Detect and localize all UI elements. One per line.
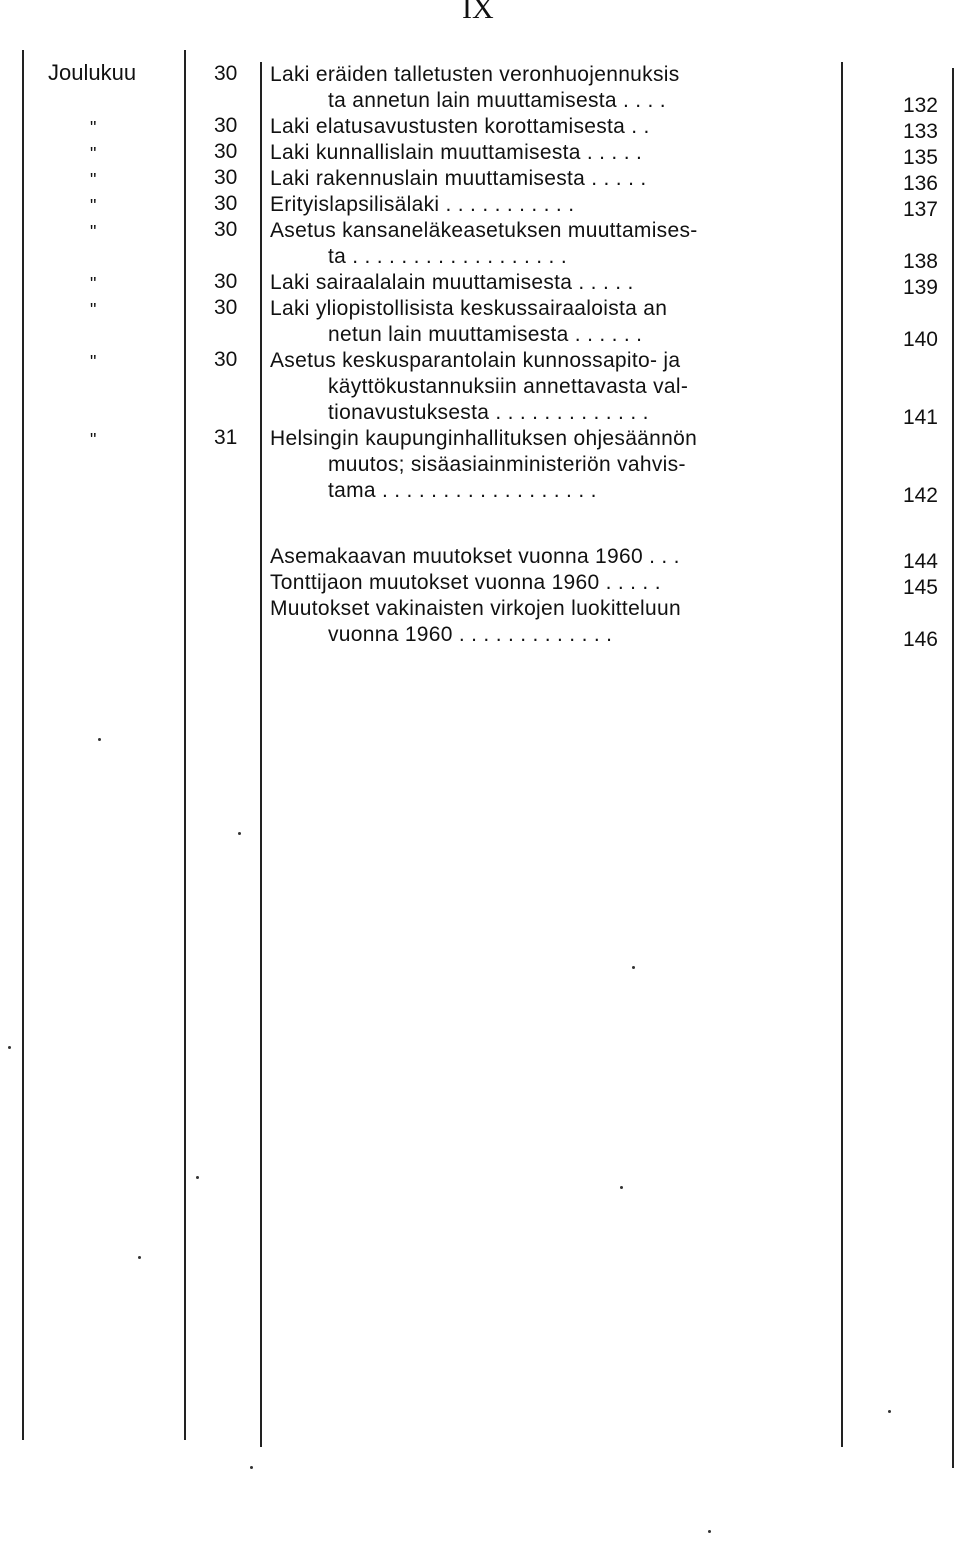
entry-title-line: netun lain muuttamisesta . . . . . . <box>328 323 643 346</box>
entry-title <box>270 270 830 296</box>
ditto-mark: " <box>90 196 97 216</box>
entry-title-line: Muutokset vakinaisten virkojen luokitteluun <box>270 597 681 620</box>
entry-page-number: 140 <box>902 328 938 351</box>
entry-page-number: 146 <box>902 628 938 651</box>
scan-speck <box>632 966 635 969</box>
entry-title-line: Laki rakennuslain muuttamisesta . . . . . <box>270 167 647 190</box>
entry-title <box>270 544 830 570</box>
scan-speck <box>250 1466 253 1469</box>
entry-page-number: 145 <box>902 576 938 599</box>
entry-title <box>270 296 830 348</box>
entry-day: 30 <box>214 140 238 163</box>
entry-day: 30 <box>214 348 238 371</box>
scan-speck <box>888 1410 891 1413</box>
scan-speck <box>620 1186 623 1189</box>
entry-title-line: Laki sairaalalain muuttamisesta . . . . . <box>270 271 634 294</box>
entry-title-line: Laki yliopistollisista keskussairaaloista an <box>270 297 668 320</box>
entry-title <box>270 570 830 596</box>
entry-title <box>270 166 830 192</box>
entry-day: 30 <box>214 114 238 137</box>
entry-day: 30 <box>214 296 238 319</box>
entry-title <box>270 596 830 648</box>
scan-speck <box>98 738 101 741</box>
entry-page-number: 141 <box>902 406 938 429</box>
entry-page-number: 139 <box>902 276 938 299</box>
ditto-mark: " <box>90 274 97 294</box>
entry-title <box>270 140 830 166</box>
entry-page-number: 133 <box>902 120 938 143</box>
entry-title-line: Helsingin kaupunginhallituksen ohjesäännön <box>270 427 698 450</box>
entry-page-number: 132 <box>902 94 938 117</box>
scan-speck <box>708 1530 711 1533</box>
entry-title-line: ta annetun lain muuttamisesta . . . . <box>328 89 666 112</box>
ditto-mark: " <box>90 300 97 320</box>
entry-title-line: Laki kunnallislain muuttamisesta . . . . . <box>270 141 643 164</box>
left-border-line <box>22 50 24 1440</box>
page-number: IX <box>462 0 494 25</box>
entry-title-line: käyttökustannuksiin annettavasta val- <box>328 375 689 398</box>
entry-title <box>270 348 830 426</box>
month-label: Joulukuu <box>48 60 137 85</box>
entry-title-line: ta . . . . . . . . . . . . . . . . . . <box>328 245 567 268</box>
entry-title-line: vuonna 1960 . . . . . . . . . . . . . <box>328 623 613 646</box>
entry-page-number: 142 <box>902 484 938 507</box>
entry-title-line: tama . . . . . . . . . . . . . . . . . . <box>328 479 597 502</box>
entry-title <box>270 218 830 270</box>
entry-day: 30 <box>214 270 238 293</box>
day-column-divider <box>260 62 262 1447</box>
entry-title-line: Asetus keskusparantolain kunnossapito- ja <box>270 349 681 372</box>
right-border-line <box>952 68 954 1468</box>
entry-title-line: tionavustuksesta . . . . . . . . . . . . . <box>328 401 649 424</box>
scan-speck <box>138 1256 141 1259</box>
ditto-mark: " <box>90 352 97 372</box>
ditto-mark: " <box>90 144 97 164</box>
entry-day: 30 <box>214 62 238 85</box>
month-column-divider <box>184 50 186 1440</box>
entry-title <box>270 62 830 114</box>
entry-title <box>270 192 830 218</box>
title-column-divider <box>841 62 843 1447</box>
entry-page-number: 144 <box>902 550 938 573</box>
entry-title-line: Tonttijaon muutokset vuonna 1960 . . . . . <box>270 571 661 594</box>
entry-title-line: Asetus kansaneläkeasetuksen muuttamises- <box>270 219 698 242</box>
entry-page-number: 135 <box>902 146 938 169</box>
ditto-mark: " <box>90 430 97 450</box>
entry-day: 30 <box>214 192 238 215</box>
entry-title-line: Asemakaavan muutokset vuonna 1960 . . . <box>270 545 680 568</box>
entry-day: 30 <box>214 166 238 189</box>
entry-day: 31 <box>214 426 238 449</box>
entry-title <box>270 426 830 504</box>
scan-speck <box>238 832 241 835</box>
entry-title <box>270 114 830 140</box>
entry-day: 30 <box>214 218 238 241</box>
entry-page-number: 138 <box>902 250 938 273</box>
scan-speck <box>196 1176 199 1179</box>
entry-title-line: Laki eräiden talletusten veronhuojennuksis <box>270 63 680 86</box>
ditto-mark: " <box>90 170 97 190</box>
ditto-mark: " <box>90 222 97 242</box>
entry-title-line: muutos; sisäasiainministeriön vahvis- <box>328 453 686 476</box>
entry-page-number: 136 <box>902 172 938 195</box>
scan-speck <box>8 1046 11 1049</box>
entry-page-number: 137 <box>902 198 938 221</box>
entry-title-line: Laki elatusavustusten korottamisesta . . <box>270 115 650 138</box>
entry-title-line: Erityislapsilisälaki . . . . . . . . . . . <box>270 193 575 216</box>
ditto-mark: " <box>90 118 97 138</box>
